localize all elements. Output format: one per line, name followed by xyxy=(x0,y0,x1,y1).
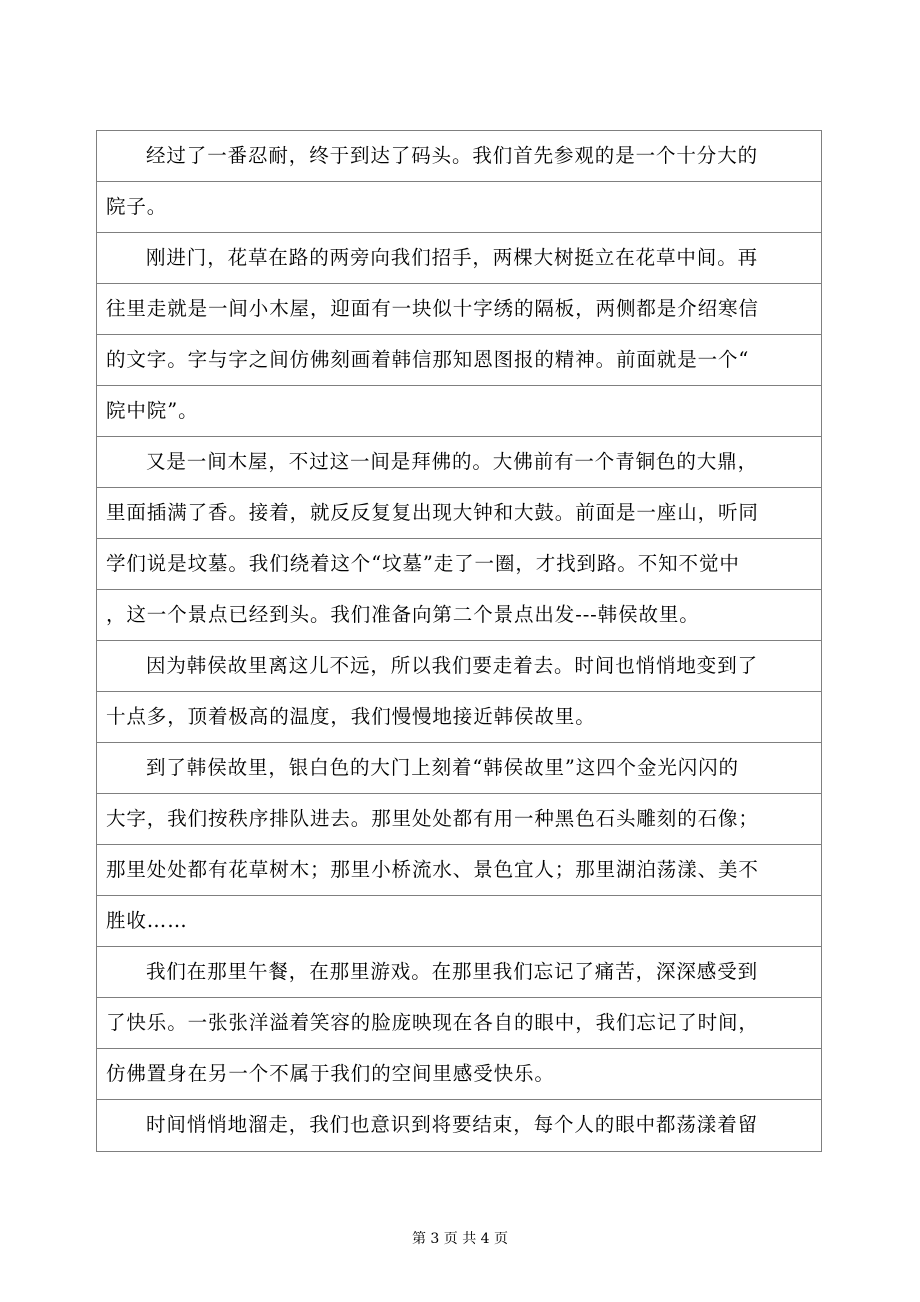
text-line: 院中院”。 xyxy=(97,386,821,437)
text-line: 院子。 xyxy=(97,182,821,233)
text-line: ，这一个景点已经到头。我们准备向第二个景点出发---韩侯故里。 xyxy=(97,590,821,641)
text-line: 我们在那里午餐，在那里游戏。在那里我们忘记了痛苦，深深感受到 xyxy=(97,947,821,998)
text-line: 十点多，顶着极高的温度，我们慢慢地接近韩侯故里。 xyxy=(97,692,821,743)
text-line: 又是一间木屋，不过这一间是拜佛的。大佛前有一个青铜色的大鼎， xyxy=(97,437,821,488)
text-line: 到了韩侯故里，银白色的大门上刻着“韩侯故里”这四个金光闪闪的 xyxy=(97,743,821,794)
text-line: 大字，我们按秩序排队进去。那里处处都有用一种黑色石头雕刻的石像； xyxy=(97,794,821,845)
ruled-text-sheet xyxy=(96,130,822,1152)
page-footer: 第 3 页 共 4 页 xyxy=(411,1231,509,1247)
text-line: 经过了一番忍耐，终于到达了码头。我们首先参观的是一个十分大的 xyxy=(97,131,821,182)
text-line: 学们说是坟墓。我们绕着这个“坟墓”走了一圈，才找到路。不知不觉中 xyxy=(97,539,821,590)
text-line: 刚进门，花草在路的两旁向我们招手，两棵大树挺立在花草中间。再 xyxy=(97,233,821,284)
text-line: 仿佛置身在另一个不属于我们的空间里感受快乐。 xyxy=(97,1049,821,1100)
text-line: 里面插满了香。接着，就反反复复出现大钟和大鼓。前面是一座山，听同 xyxy=(97,488,821,539)
text-line: 时间悄悄地溜走，我们也意识到将要结束，每个人的眼中都荡漾着留 xyxy=(146,1113,759,1136)
text-line: 胜收…… xyxy=(97,896,821,947)
text-line: 往里走就是一间小木屋，迎面有一块似十字绣的隔板，两侧都是介绍寒信 xyxy=(97,284,821,335)
text-line: 因为韩侯故里离这儿不远，所以我们要走着去。时间也悄悄地变到了 xyxy=(97,641,821,692)
text-line: 的文字。字与字之间仿佛刻画着韩信那知恩图报的精神。前面就是一个“ xyxy=(97,335,821,386)
text-line: 那里处处都有花草树木；那里小桥流水、景色宜人；那里湖泊荡漾、美不 xyxy=(97,845,821,896)
text-line: 了快乐。一张张洋溢着笑容的脸庞映现在各自的眼中，我们忘记了时间， xyxy=(97,998,821,1049)
